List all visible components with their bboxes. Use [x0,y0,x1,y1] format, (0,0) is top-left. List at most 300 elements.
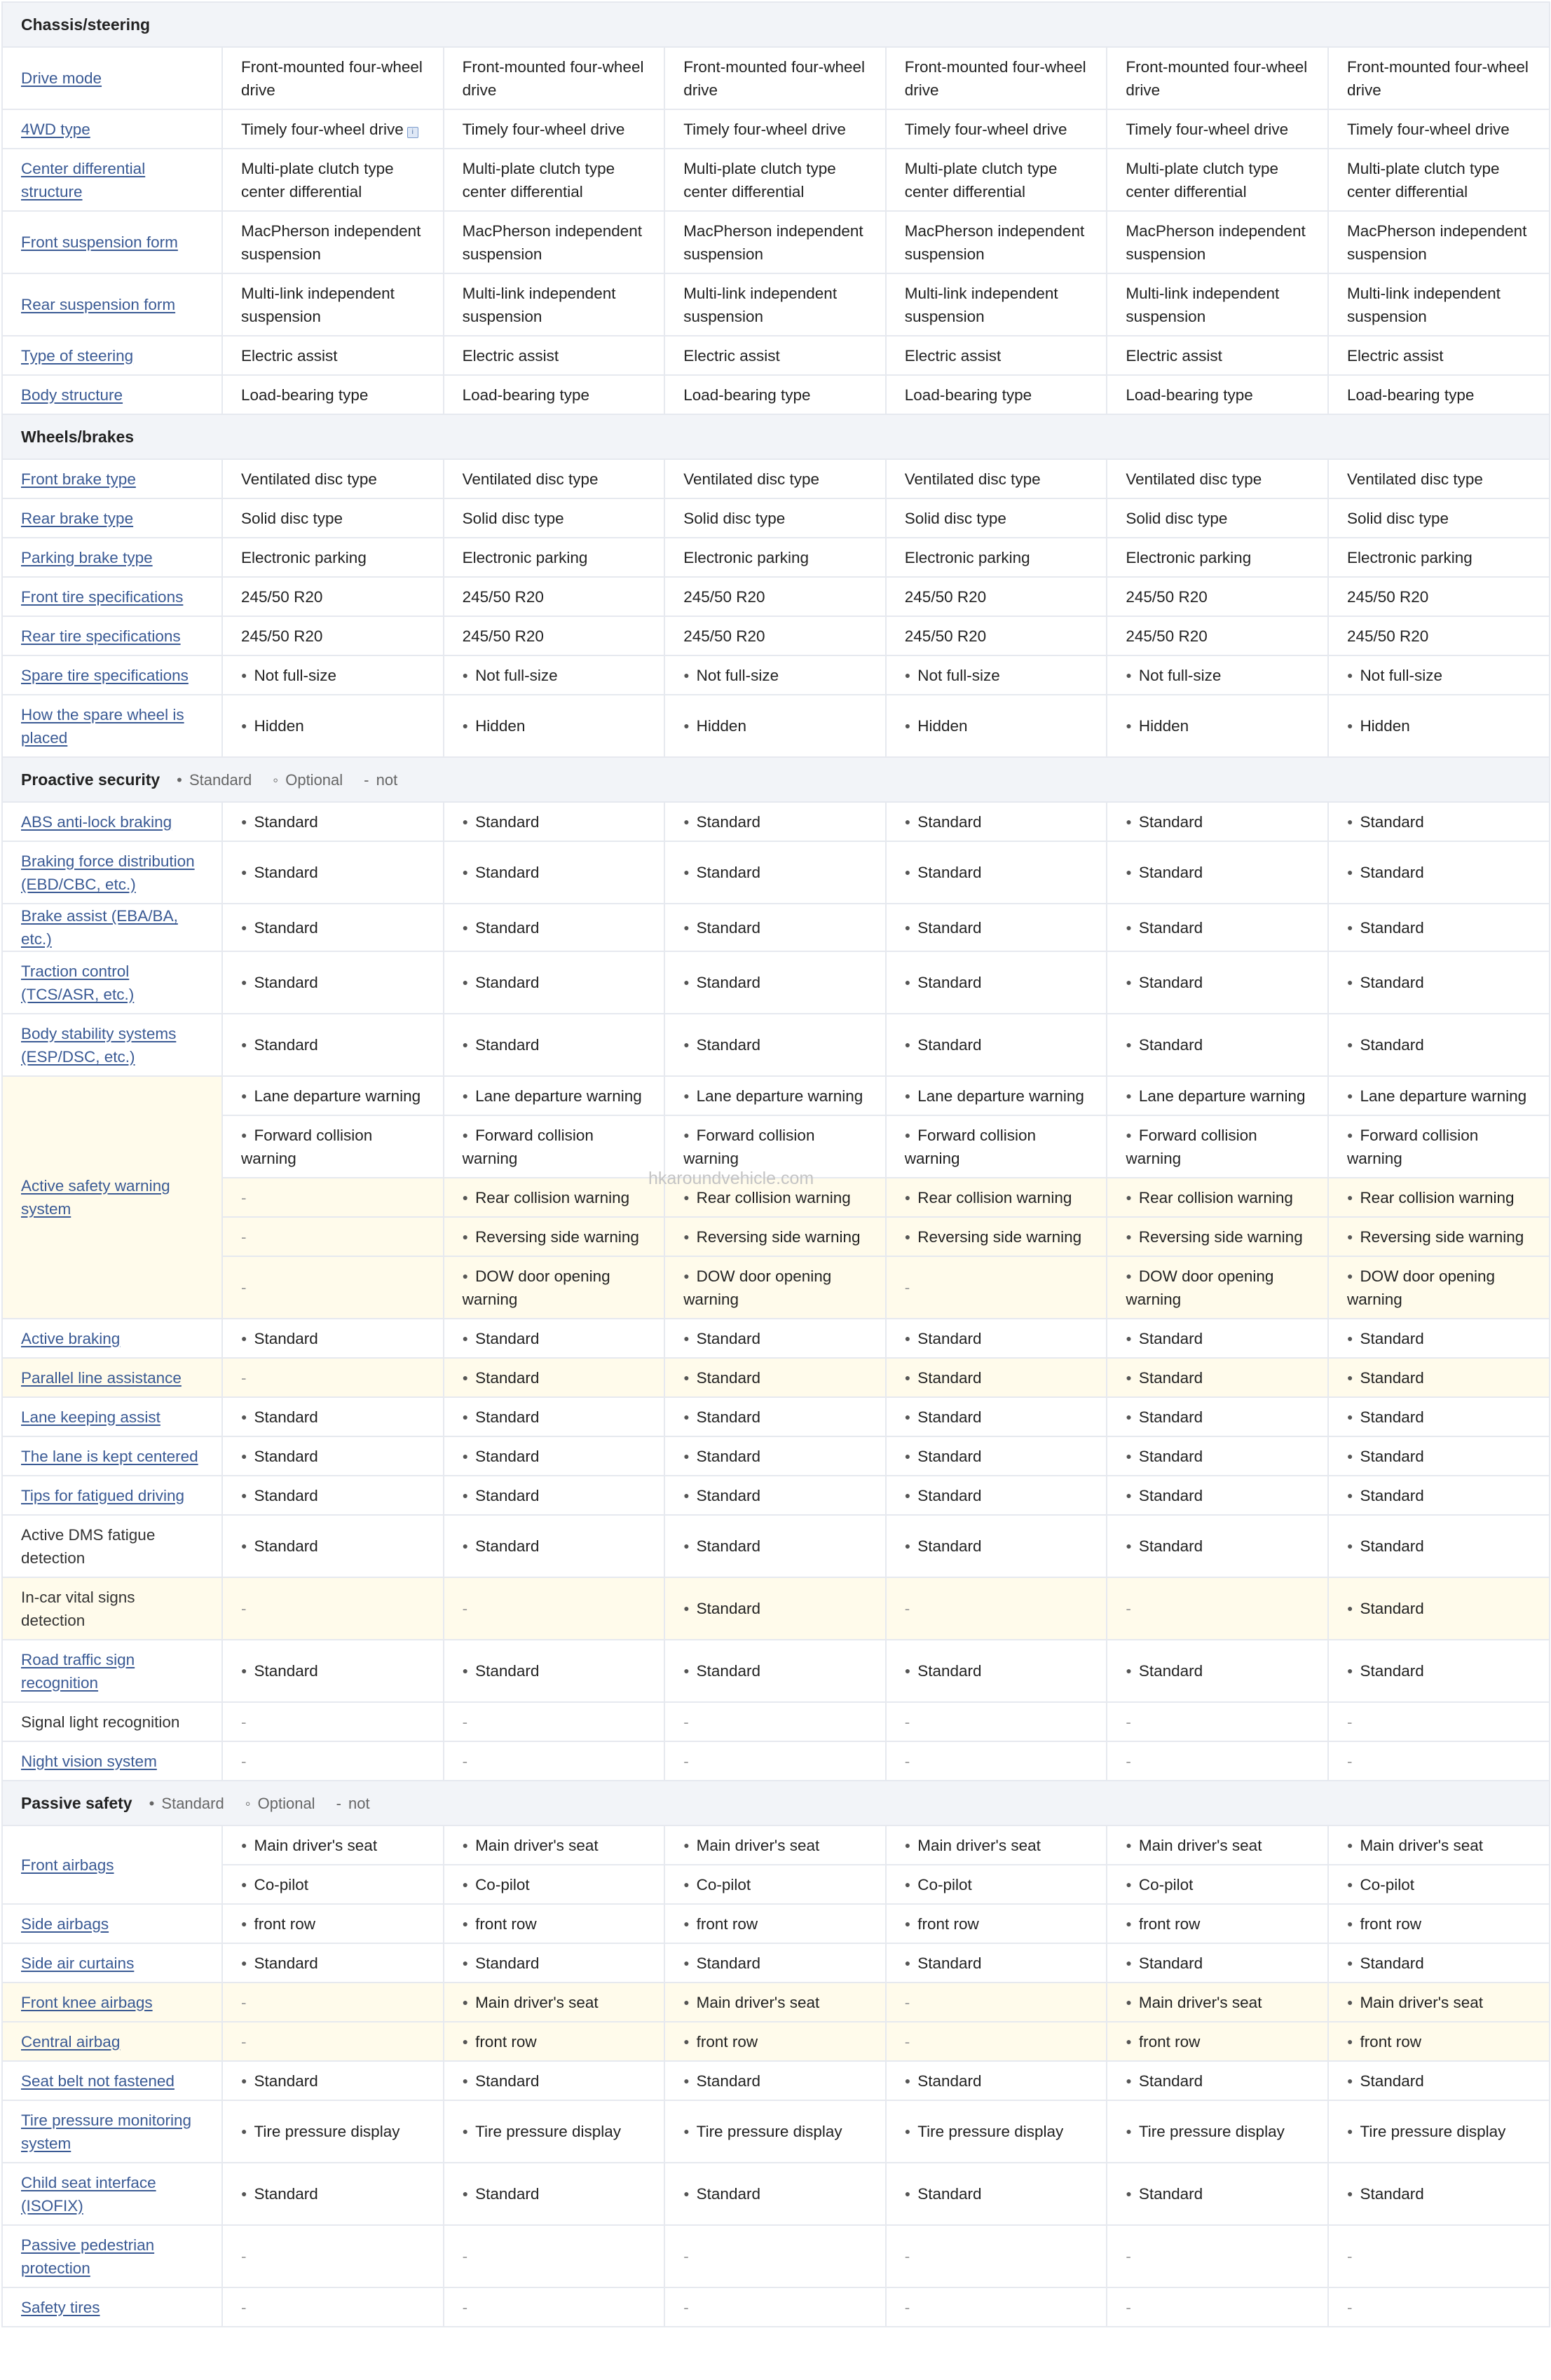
value-passive-isofix: Standard [475,2185,540,2203]
value-active-braking: Standard [917,1329,982,1347]
spec-row-passive-isofix [2,2163,1550,2225]
value-passive-side-airbags: front row [696,1915,758,1933]
value-passive-curtains: Standard [1360,1954,1424,1972]
bullet-icon: ● [1126,1957,1132,1968]
not-available-dash: - [683,1752,689,1770]
value-active-eba: Standard [917,918,982,937]
value-chassis-drive-mode: Front-mounted four-wheel drive [683,57,866,99]
not-available-dash: - [241,1228,247,1246]
value-active-lane-center: Standard [917,1447,982,1465]
label-chassis-fwd-type[interactable]: 4WD type [21,120,90,138]
label-passive-tpms[interactable]: Tire pressure monitoring system [21,2111,192,2152]
bullet-icon: ● [904,1957,911,1968]
value-active-warning-forward: Forward collision warning [1346,1126,1479,1167]
not-available-dash: - [683,1713,689,1731]
spec-row-wheels-rear-brake [2,498,1550,538]
value-passive-central: front row [1138,2032,1201,2051]
value-active-fatigue: Standard [1360,1486,1424,1504]
spec-table [1,1,1550,2327]
value-wheels-rear-brake: Solid disc type [241,509,343,527]
value-active-warning-reversing: Reversing side warning [1360,1228,1524,1246]
bullet-icon: ● [1346,2188,1353,2199]
spec-row-chassis-body [2,375,1550,414]
value-chassis-rear-susp: Multi-link independent suspension [1346,284,1501,325]
value-wheels-front-tire: 245/50 R20 [241,587,323,606]
bullet-icon: ● [1346,1191,1353,1203]
bullet-icon: ● [1346,1603,1353,1614]
value-wheels-parking: Electronic parking [241,548,367,566]
bullet-icon: ● [1346,1996,1353,2008]
bullet-icon: ● [1126,2188,1132,2199]
bullet-icon: ● [904,1191,911,1203]
not-available-dash: - [241,1993,247,2011]
label-passive-front-airbags[interactable]: Front airbags [21,1856,114,1874]
value-chassis-body: Load-bearing type [683,386,811,404]
label-passive-side-airbags[interactable]: Side airbags [21,1915,109,1933]
bullet-icon: ● [1126,977,1132,988]
bullet-icon: ● [1126,2074,1132,2086]
bullet-icon: ● [1346,1917,1353,1929]
spec-row-active-warning-dow [2,1256,1550,1319]
bullet-icon: ● [904,1371,911,1383]
label-active-tcs[interactable]: Traction control (TCS/ASR, etc.) [21,962,135,1003]
label-wheels-parking[interactable]: Parking brake type [21,548,153,566]
section-header-passive-title [2,1781,1550,1825]
label-active-night[interactable]: Night vision system [21,1752,157,1770]
bullet-icon: ● [241,1332,247,1344]
value-chassis-drive-mode: Front-mounted four-wheel drive [1126,57,1308,99]
value-active-esp: Standard [254,1036,318,1054]
bullet-icon: ● [904,2188,911,2199]
value-active-warning-lane: Lane departure warning [696,1087,863,1105]
bullet-icon: ● [462,1191,469,1203]
label-passive-curtains[interactable]: Side air curtains [21,1954,135,1972]
bullet-icon: ● [1346,921,1353,933]
value-active-warning-reversing: Reversing side warning [475,1228,639,1246]
bullet-icon: ● [462,2126,469,2137]
bullet-icon: ● [462,669,469,681]
value-wheels-front-brake: Ventilated disc type [904,470,1041,488]
spec-row-active-dms [2,1515,1550,1577]
value-active-eba: Standard [1360,918,1424,937]
value-active-dms: Standard [475,1537,540,1555]
bullet-icon: ● [241,1957,247,1968]
bullet-icon: ● [462,1917,469,1929]
bullet-icon: ● [1346,1450,1353,1462]
info-icon[interactable]: i [407,127,418,138]
label-active-dms: Active DMS fatigue detection [21,1525,156,1567]
value-wheels-spare-tire: Not full-size [1138,666,1222,684]
bullet-icon: ● [241,1089,247,1101]
label-chassis-front-susp[interactable]: Front suspension form [21,233,178,251]
spec-row-passive-tpms [2,2100,1550,2163]
not-available-dash: - [462,1752,468,1770]
bullet-icon: ● [241,2188,247,2199]
bullet-icon: ● [904,1450,911,1462]
value-active-eba: Standard [475,918,540,937]
value-passive-central: front row [696,2032,758,2051]
label-active-warning[interactable]: Active safety warning system [21,1177,170,1218]
value-wheels-spare-tire: Not full-size [917,666,1000,684]
value-active-lane-keep: Standard [917,1408,982,1426]
value-passive-tpms: Tire pressure display [696,2123,842,2140]
value-active-abs: Standard [475,812,540,831]
spec-row-active-warning-lane [2,1076,1550,1115]
value-active-warning-lane: Lane departure warning [475,1087,642,1105]
spec-row-passive-curtains [2,1943,1550,1983]
not-available-dash: - [904,1600,910,1617]
value-passive-tpms: Tire pressure display [475,2123,622,2140]
value-active-braking: Standard [696,1329,760,1347]
label-active-esp[interactable]: Body stability systems (ESP/DSC, etc.) [21,1024,177,1066]
label-wheels-spare-tire[interactable]: Spare tire specifications [21,666,189,684]
not-available-dash: - [462,1713,468,1731]
spec-row-passive-pedestrian [2,2225,1550,2287]
label-active-traffic-sign[interactable]: Road traffic sign recognition [21,1650,135,1692]
bullet-icon: ● [462,1332,469,1344]
not-available-dash: - [1126,1600,1131,1617]
value-wheels-spare-place: Hidden [254,717,304,735]
spec-row-active-signal [2,1702,1550,1741]
spec-row-wheels-parking [2,538,1550,577]
spec-row-active-eba [2,904,1550,951]
label-active-abs[interactable]: ABS anti-lock braking [21,812,172,831]
not-available-dash: - [1126,1713,1131,1731]
section-header-chassis-title [2,2,1550,47]
value-wheels-front-brake: Ventilated disc type [462,470,599,488]
not-available-dash: - [462,2298,468,2316]
bullet-icon: ● [241,1410,247,1422]
value-active-eba: Standard [254,918,318,937]
bullet-icon: ● [683,1489,690,1501]
bullet-icon: ● [683,1839,690,1851]
bullet-icon: ● [241,1665,247,1676]
value-chassis-center-diff: Multi-plate clutch type center differential [462,159,615,200]
bullet-icon: ● [1126,1410,1132,1422]
bullet-icon: ● [1346,1489,1353,1501]
bullet-icon: ● [904,1332,911,1344]
value-passive-isofix: Standard [917,2185,982,2203]
spec-row-chassis-rear-susp [2,273,1550,336]
value-passive-isofix: Standard [696,2185,760,2203]
spec-row-active-fatigue [2,1476,1550,1515]
value-chassis-fwd-type: Timely four-wheel drive [462,120,625,138]
bullet-icon: ● [1346,2035,1353,2047]
value-passive-curtains: Standard [1138,1954,1203,1972]
value-passive-isofix: Standard [1138,2185,1203,2203]
value-wheels-rear-tire: 245/50 R20 [1126,627,1208,645]
label-passive-knee[interactable]: Front knee airbags [21,1993,153,2011]
label-active-parallel[interactable]: Parallel line assistance [21,1368,182,1387]
bullet-icon: ● [241,1039,247,1050]
bullet-icon: ● [241,1129,247,1141]
value-chassis-body: Load-bearing type [241,386,369,404]
bullet-icon: ● [241,815,247,827]
bullet-icon: ● [904,1540,911,1551]
value-active-tcs: Standard [475,974,540,991]
bullet-icon: ● [1346,1039,1353,1050]
bullet-icon: ● [683,2126,690,2137]
value-active-tcs: Standard [696,974,760,991]
spec-row-wheels-front-tire [2,577,1550,616]
bullet-icon: ● [1126,1665,1132,1676]
bullet-icon: ● [1126,1917,1132,1929]
value-active-ebd: Standard [696,864,760,881]
value-active-braking: Standard [1138,1329,1203,1347]
value-passive-curtains: Standard [475,1954,540,1972]
bullet-icon: ● [904,1230,911,1242]
label-passive-seatbelt[interactable]: Seat belt not fastened [21,2072,175,2090]
value-chassis-fwd-type: Timely four-wheel drive [1346,120,1510,138]
bullet-icon: ● [904,1039,911,1050]
label-chassis-steering[interactable]: Type of steering [21,346,134,365]
value-active-warning-lane: Lane departure warning [254,1087,421,1105]
bullet-icon: ● [462,1878,469,1890]
spec-row-active-warning-reversing [2,1217,1550,1256]
value-active-abs: Standard [254,812,318,831]
value-active-warning-dow: DOW door opening warning [462,1267,610,1308]
label-wheels-spare-place[interactable]: How the spare wheel is placed [21,705,184,747]
value-active-dms: Standard [696,1537,760,1555]
value-passive-seatbelt: Standard [696,2072,760,2090]
not-available-dash: - [241,2248,247,2265]
spec-row-active-tcs [2,951,1550,1014]
bullet-icon: ● [683,1603,690,1614]
not-available-dash: - [904,1279,910,1296]
value-wheels-front-brake: Ventilated disc type [1346,470,1483,488]
not-available-dash: - [1346,1752,1353,1770]
value-chassis-center-diff: Multi-plate clutch type center differential [683,159,836,200]
bullet-icon: ● [1126,1191,1132,1203]
value-active-warning-reversing: Reversing side warning [1138,1228,1303,1246]
value-wheels-rear-tire: 245/50 R20 [1346,627,1429,645]
bullet-icon: ● [1346,1410,1353,1422]
spec-row-active-traffic-sign [2,1640,1550,1702]
value-wheels-front-brake: Ventilated disc type [241,470,377,488]
bullet-icon: ● [462,1839,469,1851]
value-active-fatigue: Standard [917,1486,982,1504]
value-chassis-body: Load-bearing type [1126,386,1253,404]
value-passive-tpms: Tire pressure display [1360,2123,1506,2140]
spec-row-wheels-rear-tire [2,616,1550,655]
label-active-lane-center[interactable]: The lane is kept centered [21,1447,198,1465]
value-chassis-steering: Electric assist [683,346,780,365]
label-active-eba[interactable]: Brake assist (EBA/BA, etc.) [21,907,178,948]
bullet-icon: ● [241,1450,247,1462]
value-wheels-rear-brake: Solid disc type [683,509,786,527]
bullet-icon: ● [1346,669,1353,681]
value-chassis-drive-mode: Front-mounted four-wheel drive [462,57,644,99]
value-chassis-rear-susp: Multi-link independent suspension [683,284,838,325]
value-active-traffic-sign: Standard [1360,1662,1424,1680]
value-chassis-rear-susp: Multi-link independent suspension [1126,284,1280,325]
value-active-dms: Standard [917,1537,982,1555]
label-chassis-body[interactable]: Body structure [21,386,123,404]
bullet-icon: ● [683,1089,690,1101]
label-wheels-rear-brake[interactable]: Rear brake type [21,509,134,527]
value-active-braking: Standard [1360,1329,1424,1347]
label-chassis-center-diff[interactable]: Center differential structure [21,159,146,200]
not-available-dash: - [1126,2298,1131,2316]
spec-row-chassis-front-susp [2,211,1550,273]
label-active-ebd[interactable]: Braking force distribution (EBD/CBC, etc.) [21,852,195,893]
value-active-warning-lane: Lane departure warning [1138,1087,1306,1105]
bullet-icon: ● [462,977,469,988]
bullet-icon: ● [904,815,911,827]
label-chassis-drive-mode[interactable]: Drive mode [21,69,102,87]
value-active-ebd: Standard [917,864,982,881]
section-header-active-title [2,757,1550,802]
value-chassis-front-susp: MacPherson independent suspension [683,222,863,263]
value-passive-isofix: Standard [1360,2185,1424,2203]
legend-not-symbol-icon: - [336,1794,346,1812]
bullet-icon: ● [462,2035,469,2047]
bullet-icon: ● [462,2188,469,2199]
section-title: Passive safety [21,1793,132,1812]
label-active-signal: Signal light recognition [21,1713,180,1731]
value-active-lane-keep: Standard [475,1408,540,1426]
bullet-icon: ● [683,720,690,731]
value-active-lane-center: Standard [1138,1447,1203,1465]
value-active-vital: Standard [696,1600,760,1617]
label-active-fatigue[interactable]: Tips for fatigued driving [21,1486,185,1504]
label-active-lane-keep[interactable]: Lane keeping assist [21,1408,160,1426]
value-active-tcs: Standard [1138,974,1203,991]
bullet-icon: ● [241,1839,247,1851]
bullet-icon: ● [683,815,690,827]
bullet-icon: ● [1346,1270,1353,1281]
spec-row-active-warning-rear [2,1178,1550,1217]
not-available-dash: - [241,1600,247,1617]
value-chassis-front-susp: MacPherson independent suspension [904,222,1085,263]
bullet-icon: ● [1346,1129,1353,1141]
spec-row-chassis-fwd-type [2,109,1550,149]
label-passive-central[interactable]: Central airbag [21,2032,121,2051]
legend-not-symbol-icon: - [364,770,374,789]
bullet-icon: ● [241,1489,247,1501]
value-chassis-center-diff: Multi-plate clutch type center differential [1126,159,1278,200]
value-wheels-front-tire: 245/50 R20 [1346,587,1429,606]
value-active-parallel: Standard [1138,1368,1203,1387]
bullet-icon: ● [1126,1089,1132,1101]
bullet-icon: ● [1126,2126,1132,2137]
value-chassis-steering: Electric assist [1126,346,1222,365]
value-wheels-spare-tire: Not full-size [696,666,779,684]
label-active-braking[interactable]: Active braking [21,1329,121,1347]
value-active-fatigue: Standard [254,1486,318,1504]
value-wheels-rear-brake: Solid disc type [1126,509,1228,527]
bullet-icon: ● [1346,1089,1353,1101]
bullet-icon: ● [241,1878,247,1890]
bullet-icon: ● [683,669,690,681]
bullet-icon: ● [1346,1332,1353,1344]
value-wheels-rear-brake: Solid disc type [462,509,564,527]
bullet-icon: ● [904,1839,911,1851]
value-active-fatigue: Standard [696,1486,760,1504]
bullet-icon: ● [683,1230,690,1242]
bullet-icon: ● [683,1410,690,1422]
value-wheels-rear-tire: 245/50 R20 [683,627,765,645]
value-front-airbags-driver: Main driver's seat [254,1836,378,1854]
spec-row-active-lane-keep [2,1397,1550,1436]
value-wheels-parking: Electronic parking [462,548,588,566]
value-chassis-steering: Electric assist [904,346,1002,365]
not-available-dash: - [241,1368,247,1387]
bullet-icon: ● [1346,977,1353,988]
value-wheels-parking: Electronic parking [1346,548,1473,566]
bullet-icon: ● [683,1332,690,1344]
legend-not: - not [336,1794,370,1812]
bullet-icon: ● [904,1878,911,1890]
spec-row-passive-knee [2,1983,1550,2022]
bullet-icon: ● [241,2074,247,2086]
label-chassis-rear-susp[interactable]: Rear suspension form [21,296,176,313]
value-active-fatigue: Standard [475,1486,540,1504]
value-active-warning-reversing: Reversing side warning [917,1228,1082,1246]
label-wheels-front-tire[interactable]: Front tire specifications [21,587,184,606]
bullet-icon: ● [241,977,247,988]
value-active-lane-center: Standard [1360,1447,1424,1465]
spec-row-passive-front-airbags-driver [2,1825,1550,1865]
value-front-airbags-copilot: Co-pilot [254,1875,308,1893]
value-active-esp: Standard [917,1036,982,1054]
label-wheels-rear-tire[interactable]: Rear tire specifications [21,627,181,645]
bullet-icon: ● [1126,866,1132,878]
bullet-icon: ● [462,1410,469,1422]
value-passive-central: front row [475,2032,537,2051]
value-active-ebd: Standard [254,864,318,881]
bullet-icon: ● [683,1996,690,2008]
section-header-wheels-title [2,414,1550,459]
value-chassis-rear-susp: Multi-link independent suspension [241,284,395,325]
value-wheels-spare-tire: Not full-size [1360,666,1442,684]
value-wheels-front-tire: 245/50 R20 [683,587,765,606]
bullet-icon: ● [683,1665,690,1676]
label-passive-pedestrian[interactable]: Passive pedestrian protection [21,2236,155,2277]
not-available-dash: - [241,2032,247,2051]
value-wheels-front-tire: 245/50 R20 [904,587,987,606]
value-chassis-fwd-type: Timely four-wheel drive [904,120,1067,138]
value-wheels-spare-place: Hidden [475,717,526,735]
legend [149,1795,391,1812]
bullet-icon: ● [683,2035,690,2047]
bullet-icon: ● [241,669,247,681]
legend-not: - not [364,770,398,789]
value-chassis-center-diff: Multi-plate clutch type center differential [904,159,1058,200]
value-active-traffic-sign: Standard [917,1662,982,1680]
value-wheels-front-tire: 245/50 R20 [1126,587,1208,606]
label-passive-isofix[interactable]: Child seat interface (ISOFIX) [21,2173,156,2215]
value-active-warning-forward: Forward collision warning [1126,1126,1257,1167]
value-active-abs: Standard [696,812,760,831]
value-passive-side-airbags: front row [1360,1915,1421,1933]
legend-standard-symbol-icon: • [149,1794,159,1812]
label-wheels-front-brake[interactable]: Front brake type [21,470,136,488]
value-chassis-steering: Electric assist [462,346,559,365]
bullet-icon: ● [1126,815,1132,827]
bullet-icon: ● [462,1957,469,1968]
value-active-warning-lane: Lane departure warning [1360,1087,1527,1105]
spec-row-active-warning-forward [2,1115,1550,1178]
value-chassis-center-diff: Multi-plate clutch type center differential [1346,159,1500,200]
label-passive-safety-tires[interactable]: Safety tires [21,2298,100,2316]
value-passive-tpms: Tire pressure display [917,2123,1064,2140]
value-active-ebd: Standard [1360,864,1424,881]
value-active-warning-dow: DOW door opening warning [1346,1267,1496,1308]
bullet-icon: ● [1126,1540,1132,1551]
bullet-icon: ● [1346,1230,1353,1242]
bullet-icon: ● [462,1996,469,2008]
